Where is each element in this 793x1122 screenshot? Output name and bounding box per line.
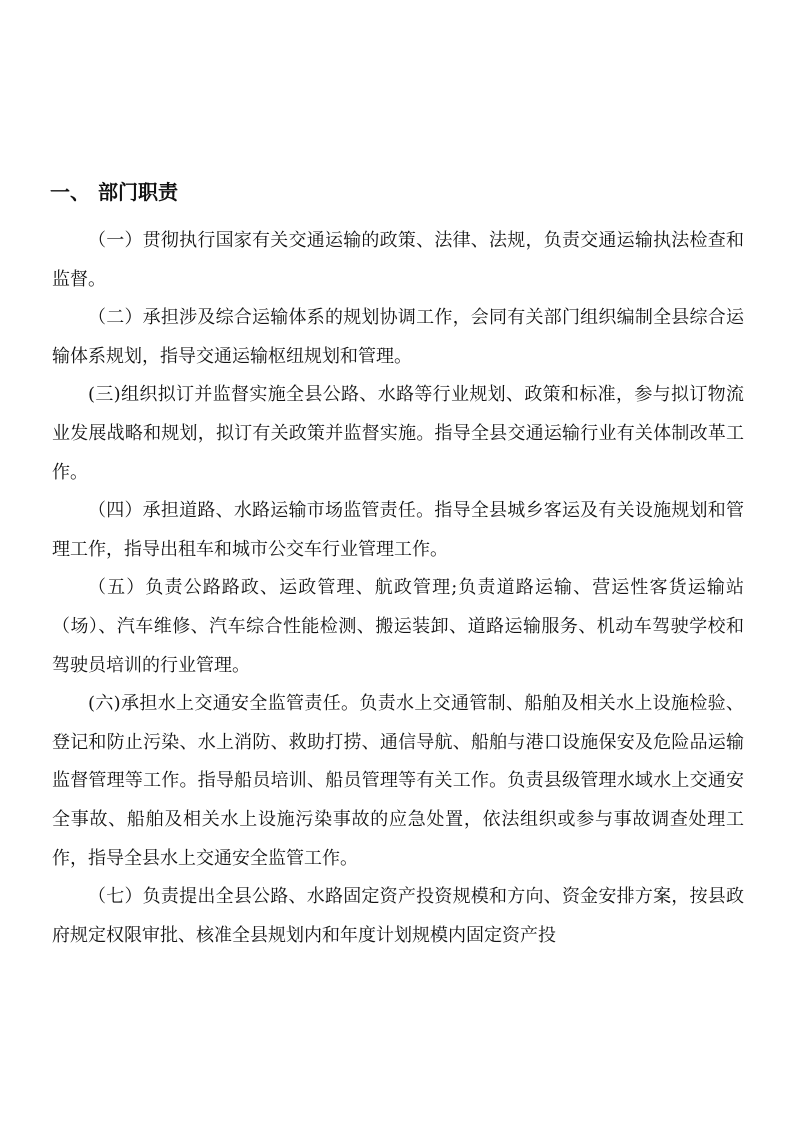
section-heading (50, 177, 178, 207)
paragraph-2: （二）承担涉及综合运输体系的规划协调工作，会同有关部门组织编制全县综合运输体系规划，指导交通运输枢纽规划和管理。 (52, 307, 744, 367)
paragraph-6: (六)承担水上交通安全监管责任。负责水上交通管制、船舶及相关水上设施检验、登记和防止污染、水上消防、救助打捞、通信导航、船舶与港口设施保安及危险品运输监督管理等工作。指导船员培训、船员管理等有关工作。负责县级管理水域水上交通安全事故、船舶及相关水上设施污染事故的应急处置，依法组织或参与事故调查处理工作，指导全县水上交通安全监管工作。 (52, 693, 744, 869)
paragraph-4: （四）承担道路、水路运输市场监管责任。指导全县城乡客运及有关设施规划和管理工作，指导出租车和城市公交车行业管理工作。 (52, 500, 744, 560)
paragraph-7: （七）负责提出全县公路、水路固定资产投资规模和方向、资金安排方案，按县政府规定权限审批、核准全县规划内和年度计划规模内固定资产投 (52, 886, 744, 946)
paragraph-1: （一）贯彻执行国家有关交通运输的政策、法律、法规，负责交通运输执法检查和监督。 (52, 230, 744, 290)
section-title: 部门职责 (98, 180, 178, 204)
body-text (52, 222, 744, 955)
paragraph-3: (三)组织拟订并监督实施全县公路、水路等行业规划、政策和标准，参与拟订物流业发展战略和规划，拟订有关政策并监督实施。指导全县交通运输行业有关体制改革工作。 (52, 384, 744, 483)
section-number: 一、 (50, 180, 90, 204)
paragraph-5: （五）负责公路路政、运政管理、航政管理;负责道路运输、营运性客货运输站（场）、汽车维修、汽车综合性能检测、搬运装卸、道路运输服务、机动车驾驶学校和驾驶员培训的行业管理。 (52, 577, 744, 676)
